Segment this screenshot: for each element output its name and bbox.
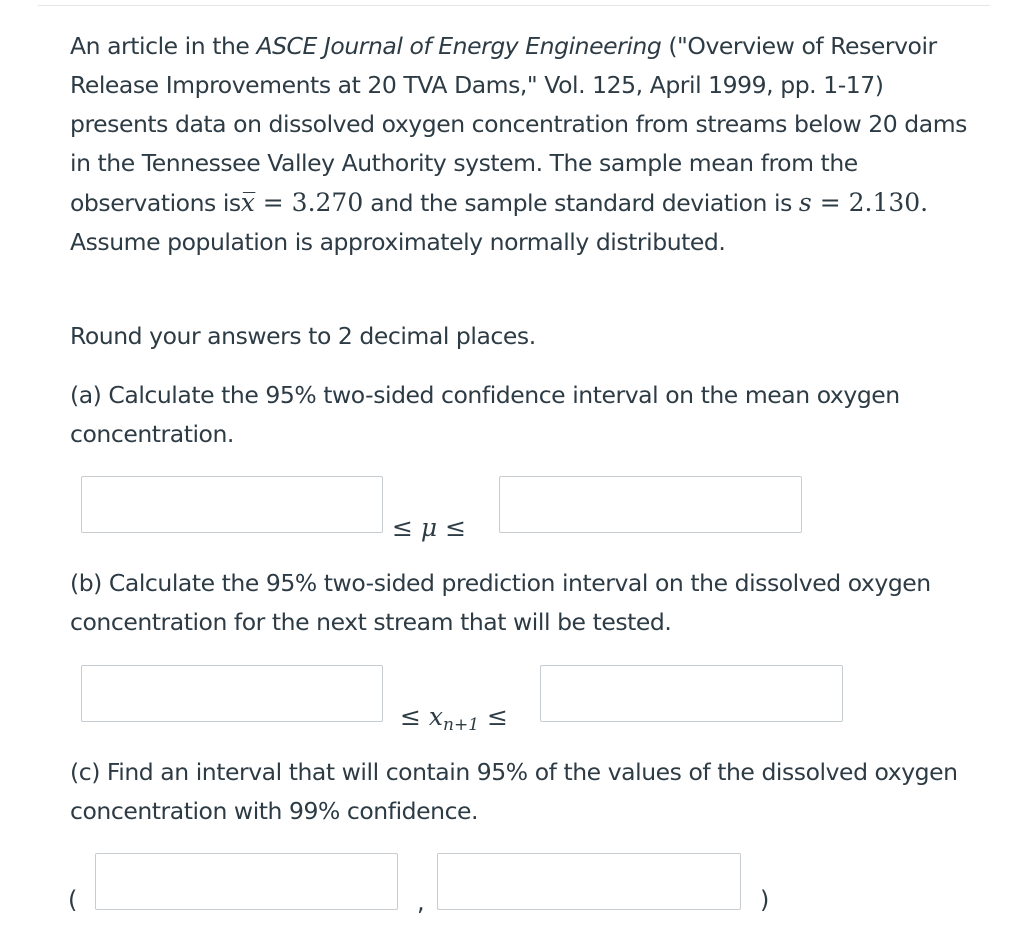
- intro-text-2: ("Overview of Reservoir Release Improvements at 20 TVA Dams," Vol. 125, April 1999, pp. 1-17) presents data on dissolved oxygen concentration from streams below 20 dams in the Tennessee Valley Authority system. The sample mean from the observations is: [70, 32, 967, 217]
- xbar-symbol: x̅: [240, 188, 255, 217]
- sample-mean: [241, 188, 364, 217]
- journal-title: ASCE Journal of Energy Engineering: [256, 32, 662, 60]
- intro-text-4: Assume population is approximately normally distributed.: [70, 228, 726, 256]
- x-subscript: n+1: [443, 715, 480, 735]
- interval-comma: ,: [417, 888, 425, 916]
- part-b-leq-left: ≤: [400, 702, 429, 731]
- s-symbol: s: [798, 188, 812, 217]
- intro-text-1: An article in the: [70, 32, 257, 60]
- part-b-upper-bound-input[interactable]: [541, 666, 842, 721]
- part-b-lower-bound-field[interactable]: [81, 665, 383, 722]
- top-divider: [38, 5, 990, 6]
- part-c-prompt: (c) Find an interval that will contain 95% of the values of the dissolved oxygen concentration with 99% confidence.: [70, 758, 958, 825]
- part-a-leq-right: ≤: [437, 513, 467, 542]
- part-c-upper-bound-field[interactable]: [437, 853, 741, 910]
- rounding-instruction: Round your answers to 2 decimal places.: [70, 322, 536, 350]
- part-b-upper-bound-field[interactable]: [540, 665, 843, 722]
- part-c-lower-bound-field[interactable]: [95, 853, 398, 910]
- xbar-value: = 3.270: [254, 188, 364, 217]
- part-a-upper-bound-field[interactable]: [499, 476, 802, 533]
- intro-text-3: and the sample standard deviation is: [363, 189, 799, 217]
- part-b-lower-bound-input[interactable]: [82, 666, 382, 721]
- problem-statement: [70, 27, 975, 262]
- s-value: = 2.130.: [811, 188, 929, 217]
- part-c-lower-bound-input[interactable]: [96, 854, 397, 909]
- open-parenthesis: (: [68, 886, 78, 914]
- mu-symbol: μ: [420, 513, 438, 542]
- close-parenthesis: ): [760, 886, 770, 914]
- part-b-inequality: [400, 702, 508, 735]
- part-a-lower-bound-input[interactable]: [82, 477, 382, 532]
- x-symbol: x: [428, 702, 444, 731]
- part-b-leq-right: ≤: [479, 702, 508, 731]
- part-a-lower-bound-field[interactable]: [81, 476, 383, 533]
- part-a-leq-left: ≤: [392, 513, 421, 542]
- part-a-upper-bound-input[interactable]: [500, 477, 801, 532]
- sample-std-dev: [799, 188, 928, 217]
- part-a-inequality: [392, 513, 466, 542]
- part-a-prompt: (a) Calculate the 95% two-sided confidence interval on the mean oxygen concentration.: [70, 381, 900, 448]
- part-b-prompt: (b) Calculate the 95% two-sided prediction interval on the dissolved oxygen concentration for the next stream that will be tested.: [70, 569, 931, 636]
- part-c-upper-bound-input[interactable]: [438, 854, 740, 909]
